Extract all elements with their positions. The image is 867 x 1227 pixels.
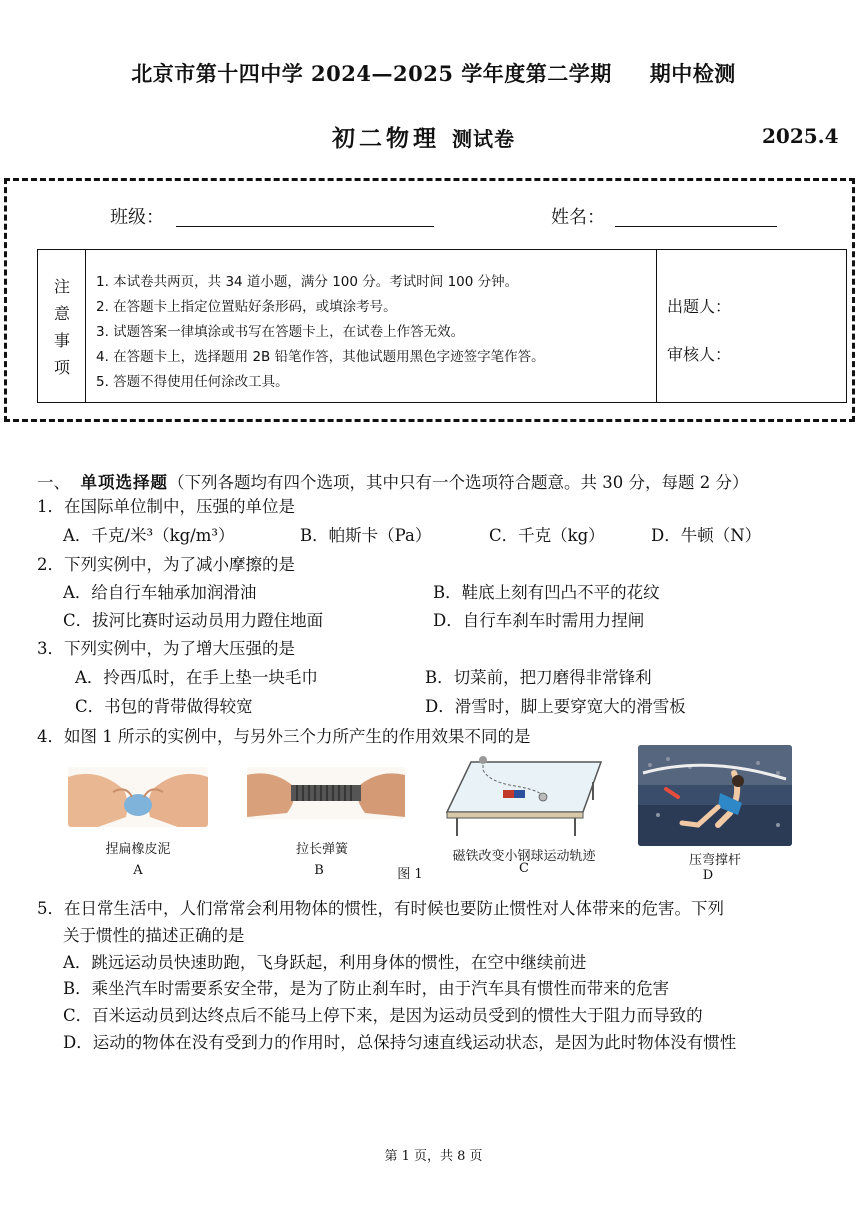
figure-a-letter: A	[133, 863, 143, 878]
figure-label: 图 1	[397, 867, 423, 882]
q2-option-a: A．给自行车轴承加润滑油	[63, 583, 257, 602]
notice-rule: 1. 本试卷共两页，共 34 道小题，满分 100 分。考试时间 100 分钟。	[96, 274, 519, 290]
q3-option-c: C．书包的背带做得较宽	[75, 697, 253, 716]
q3-option-b: B．切菜前，把刀磨得非常锋利	[425, 668, 652, 687]
q1-option-a: A．千克/米³（kg/m³）	[63, 526, 235, 545]
figure-a-squeeze-clay	[68, 767, 208, 827]
q3-option-a: A．拎西瓜时，在手上垫一块毛巾	[75, 668, 318, 687]
q5-option-b: B．乘坐汽车时需要系安全带，是为了防止刹车时，由于汽车具有惯性而带来的危害	[63, 979, 670, 998]
figure-b-stretch-spring	[247, 767, 405, 819]
notice-rule: 2. 在答题卡上指定位置贴好条形码，或填涂考号。	[96, 299, 397, 315]
figure-a-caption: 捏扁橡皮泥	[105, 842, 171, 857]
figure-d-caption: 压弯撑杆	[688, 853, 741, 868]
signature-cell	[656, 250, 845, 402]
q2-option-b: B．鞋底上刻有凹凸不平的花纹	[433, 583, 660, 602]
question-5-stem-cont: 关于惯性的描述正确的是	[63, 926, 245, 945]
name-label: 姓名：	[551, 207, 605, 228]
class-field[interactable]	[176, 226, 434, 227]
school-term: 北京市第十四中学 2024—2025 学年度第二学期	[131, 61, 612, 86]
paper-type: 测试卷	[452, 127, 516, 151]
question-4-stem: 4．如图 1 所示的实例中，与另外三个力所产生的作用效果不同的是	[37, 727, 531, 746]
q2-option-d: D．自行车刹车时需用力捏闸	[433, 611, 645, 630]
author-label: 出题人：	[667, 297, 732, 316]
notice-table	[37, 249, 847, 403]
question-3-stem: 3．下列实例中，为了增大压强的是	[37, 639, 295, 658]
notice-rule: 3. 试题答案一律填涂或书写在答题卡上，在试卷上作答无效。	[96, 324, 465, 340]
q5-option-a: A．跳远运动员快速助跑，飞身跃起，利用身体的惯性，在空中继续前进	[63, 953, 587, 972]
spring-illustration	[247, 767, 405, 819]
reviewer-label: 审核人：	[667, 345, 732, 364]
q5-option-c: C．百米运动员到达终点后不能马上停下来，是因为运动员受到的惯性大于阻力而导致的	[63, 1006, 703, 1025]
q1-option-b: B．帕斯卡（Pa）	[300, 526, 432, 545]
notice-heading-char: 注	[53, 277, 70, 296]
figure-c-caption: 磁铁改变小钢球运动轨迹	[452, 849, 596, 864]
notice-heading-cell	[38, 250, 86, 402]
class-label: 班级：	[110, 207, 164, 228]
q1-option-d: D．牛顿（N）	[651, 526, 762, 545]
exam-title	[0, 58, 867, 88]
exam-type: 期中检测	[649, 61, 736, 86]
section-number: 一、	[37, 473, 70, 492]
notice-heading-char: 项	[53, 358, 70, 377]
notice-rule: 4. 在答题卡上，选择题用 2B 铅笔作答，其他试题用黑色字迹签字笔作答。	[96, 349, 545, 365]
pole-vault-photo	[638, 745, 792, 846]
q2-option-c: C．拔河比赛时运动员用力蹬住地面	[63, 611, 324, 630]
q5-option-d: D．运动的物体在没有受到力的作用时，总保持匀速直线运动状态，是因为此时物体没有惯性	[63, 1033, 737, 1052]
question-2-stem: 2．下列实例中，为了减小摩擦的是	[37, 555, 295, 574]
q3-option-d: D．滑雪时，脚上要穿宽大的滑雪板	[425, 697, 686, 716]
notice-heading-char: 事	[53, 331, 70, 350]
figure-b-letter: B	[314, 863, 324, 878]
subject-title	[332, 120, 515, 153]
page-footer: 第 1 页，共 8 页	[384, 1149, 483, 1164]
section-heading	[37, 469, 748, 493]
magnet-table-illustration	[443, 752, 606, 838]
notice-rule: 5. 答题不得使用任何涂改工具。	[96, 374, 289, 390]
figure-b-caption: 拉长弹簧	[295, 842, 348, 857]
exam-date: 2025.4	[762, 124, 839, 148]
question-1-stem: 1．在国际单位制中，压强的单位是	[37, 497, 295, 516]
notice-heading-char: 意	[53, 304, 70, 323]
figure-d-letter: D	[702, 868, 714, 883]
question-5-stem: 5．在日常生活中，人们常常会利用物体的惯性，有时候也要防止惯性对人体带来的危害。下列	[37, 899, 724, 918]
section-note: （下列各题均有四个选项，其中只有一个选项符合题意。共 30 分，每题 2 分）	[168, 473, 749, 492]
figure-c-letter: C	[519, 861, 529, 876]
section-title: 单项选择题	[80, 473, 168, 492]
q1-option-c: C．千克（kg）	[489, 526, 605, 545]
hands-clay-illustration	[68, 767, 208, 827]
name-field[interactable]	[615, 226, 777, 227]
figure-c-magnet-ball	[443, 752, 606, 838]
subject-name: 初二物理	[332, 125, 440, 152]
figure-d-pole-vault	[638, 745, 792, 846]
